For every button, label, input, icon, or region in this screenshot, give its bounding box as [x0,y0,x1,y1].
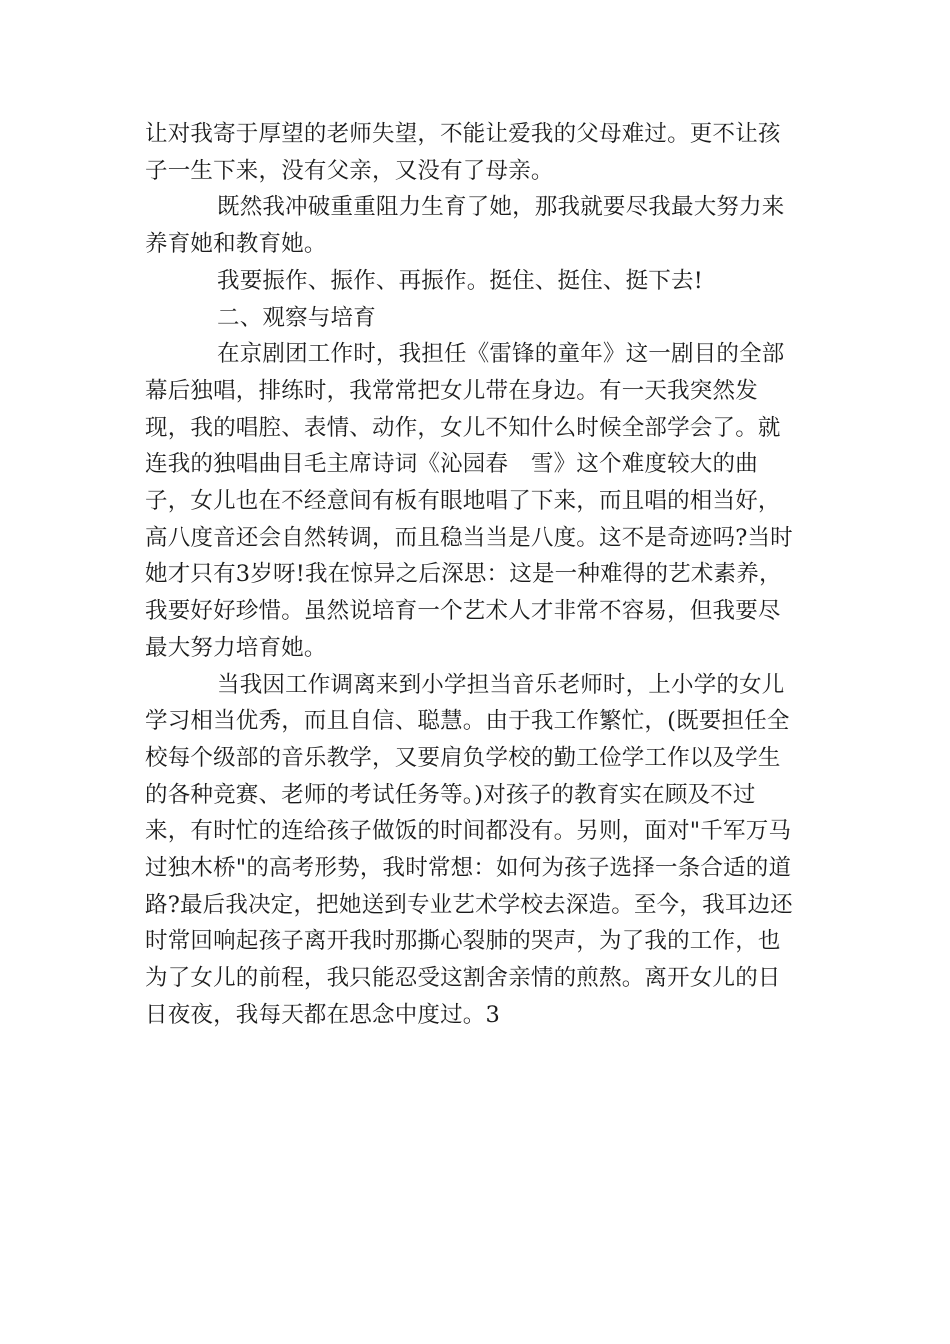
paragraph: 让对我寄于厚望的老师失望，不能让爱我的父母难过。更不让孩子一生下来，没有父亲，又没有了母亲。 [145,121,781,184]
paragraph: 我要振作、振作、再振作。挺住、挺住、挺下去! [217,267,703,294]
paragraph: 在京剧团工作时，我担任《雷锋的童年》这一剧目的全部幕后独唱，排练时，我常常把女儿带在身边。有一天我突然发现，我的唱腔、表情、动作，女儿不知什么时候全部学会了。就连我的独唱曲目毛主席诗词《沁园春 雪》这个难度较大的曲子，女儿也在不经意间有板有眼地唱了下来，而且唱的相当好，高八度音还会自然转调，而且稳当当是八度。这不是奇迹吗?当时她才只有3岁呀!我在惊异之后深思：这是一种难得的艺术素养，我要好好珍惜。虽然说培育一个艺术人才非常不容易，但我要尽最大努力培育她。 [145,341,793,661]
section-heading: 二、观察与培育 [217,304,376,331]
paragraph: 既然我冲破重重阻力生育了她，那我就要尽我最大努力来养育她和教育她。 [145,194,785,258]
document-body [145,116,795,1034]
paragraph: 当我因工作调离来到小学担当音乐老师时，上小学的女儿学习相当优秀，而且自信、聪慧。由于我工作繁忙，(既要担任全校每个级部的音乐教学，又要肩负学校的勤工俭学工作以及学生的各种竞赛、老师的考试任务等。)对孩子的教育实在顾及不过来，有时忙的连给孩子做饭的时间都没有。另则，面对"千军万马过独木桥"的高考形势，我时常想：如何为孩子选择一条合适的道路?最后我决定，把她送到专业艺术学校去深造。至今，我耳边还时常回响起孩子离开我时那撕心裂肺的哭声，为了我的工作，也为了女儿的前程，我只能忍受这割舍亲情的煎熬。离开女儿的日日夜夜，我每天都在思念中度过。3 [145,671,793,1028]
